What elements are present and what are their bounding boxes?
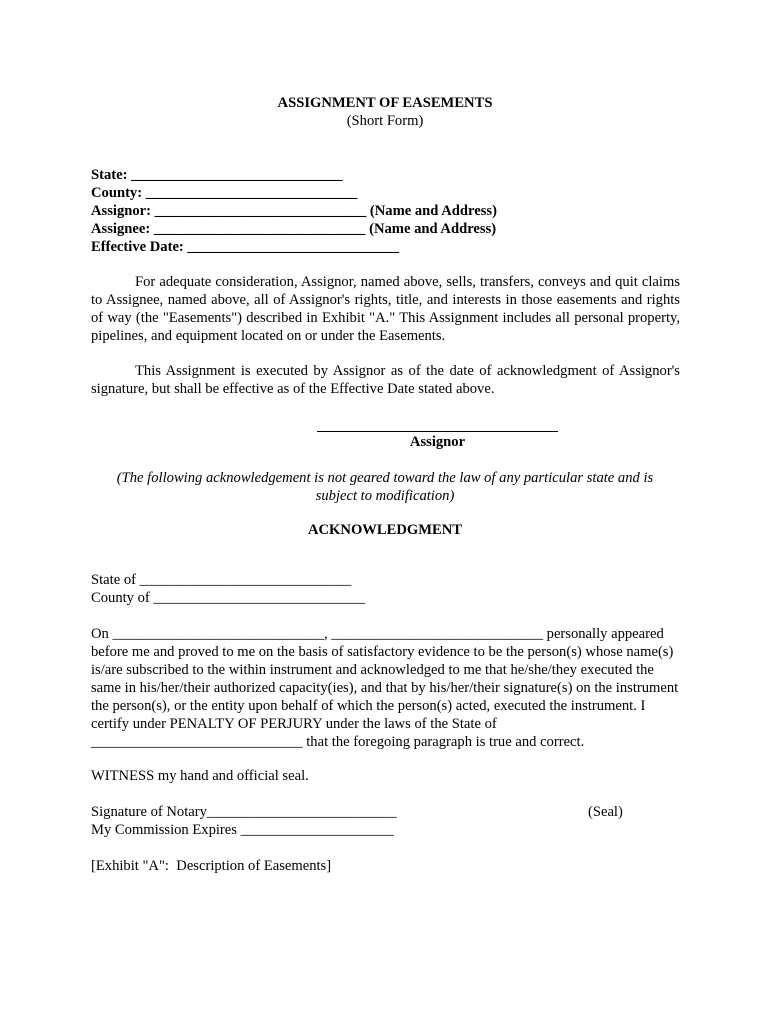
notary-signature-field: Signature of Notary__________________________ (91, 804, 397, 820)
effective-date-field: Effective Date: _____________________________ (91, 239, 400, 255)
document-title: ASSIGNMENT OF EASEMENTS (277, 95, 493, 111)
exhibit-reference: [Exhibit "A": Description of Easements] (91, 858, 332, 874)
disclaimer-line-2: subject to modification) (315, 488, 455, 504)
execution-paragraph: This Assignment is executed by Assignor as of the date of acknowledgment of Assignor's signature, but shall be effective as of the Effective Date stated above. (91, 363, 680, 397)
assignor-signature-line (317, 431, 558, 432)
acknowledgment-paragraph: On _____________________________, _____________________________ personally appeared before me and proved to me on the basis of satisfactory evidence to be the person(s) whose name(s) is/are subscribed to the within instrument and acknowledged to me that he/she/they executed the same in his/her/their authorized capacity(ies), and that by his/her/their signature(s) on the instrument the person(s), or the entity upon behalf of which the person(s) acted, executed the instrument. I certify under PENALTY OF PERJURY under the laws of the State of _____________________________ that the foregoing paragraph is true and correct. (91, 626, 679, 750)
document-subtitle: (Short Form) (346, 113, 424, 129)
assignor-signature-label: Assignor (409, 434, 466, 450)
acknowledgment-heading: ACKNOWLEDGMENT (307, 522, 463, 538)
ack-state-field: State of _____________________________ (91, 572, 352, 588)
assignee-field: Assignee: _____________________________ (Name and Address) (91, 221, 497, 237)
ack-county-field: County of _____________________________ (91, 590, 366, 606)
seal-label: (Seal) (588, 804, 623, 820)
state-field: State: _____________________________ (91, 167, 343, 183)
county-field: County: _____________________________ (91, 185, 358, 201)
commission-expires-field: My Commission Expires _____________________ (91, 822, 394, 838)
disclaimer-line-1: (The following acknowledgement is not geared toward the law of any particular state and is (116, 470, 654, 486)
consideration-paragraph: For adequate consideration, Assignor, named above, sells, transfers, conveys and quit claims to Assignee, named above, all of Assignor's rights, title, and interests in those easements and rights of way (the "Easements") described in Exhibit "A." This Assignment includes all personal property, pipelines, and equipment located on or under the Easements. (91, 274, 680, 344)
witness-line: WITNESS my hand and official seal. (91, 768, 309, 784)
assignor-field: Assignor: _____________________________ (Name and Address) (91, 203, 497, 219)
